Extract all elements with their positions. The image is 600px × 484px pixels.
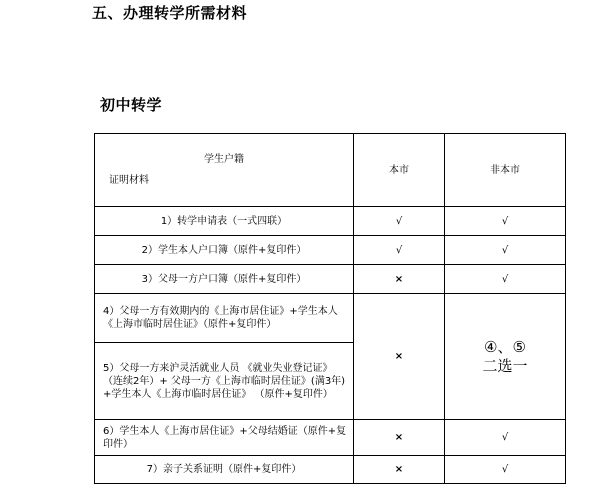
table-row [95, 207, 566, 236]
item-cell: 5）父母一方来沪灵活就业人员 《就业失业登记证》（连续2年）+ 父母一方《上海市临时居住证》(满3年) +学生本人《上海市临时居住证》 （原件+复印件） [95, 343, 354, 420]
item-cell: 7）亲子关系证明（原件+复印件） [95, 456, 354, 484]
table-row [95, 265, 566, 294]
non-local-mark: √ [445, 420, 566, 456]
local-mark: × [354, 420, 445, 456]
item-cell: 1）转学申请表（一式四联） [95, 207, 354, 236]
item-cell: 4）父母一方有效期内的《上海市居住证》+学生本人《上海市临时居住证》（原件+复印件） [95, 294, 354, 343]
table-row [95, 456, 566, 484]
item-cell: 3）父母一方户口簿（原件+复印件） [95, 265, 354, 294]
non-local-mark: √ [445, 456, 566, 484]
merged-local-mark: × [354, 294, 445, 420]
header-local: 本市 [354, 134, 445, 207]
local-mark: × [354, 456, 445, 484]
local-mark: √ [354, 207, 445, 236]
header-row-label: 学生户籍 [204, 154, 244, 165]
local-mark: × [354, 265, 445, 294]
header-col-label: 证明材料 [109, 175, 149, 186]
item-cell: 6）学生本人《上海市居住证》+父母结婚证（原件+复印件） [95, 420, 354, 456]
header-corner-cell [95, 134, 354, 207]
table-header-row [95, 134, 566, 207]
non-local-mark: √ [445, 236, 566, 265]
materials-table [94, 133, 566, 484]
header-non-local: 非本市 [445, 134, 566, 207]
merged-either-or-cell [445, 294, 566, 420]
non-local-mark: √ [445, 207, 566, 236]
sub-title: 初中转学 [100, 96, 163, 114]
non-local-mark: √ [445, 265, 566, 294]
item-cell: 2）学生本人户口簿（原件+复印件） [95, 236, 354, 265]
table-row [95, 294, 566, 343]
table-row [95, 420, 566, 456]
either-or-numbers: ④、⑤ [484, 337, 526, 356]
table-row [95, 236, 566, 265]
section-title: 五、办理转学所需材料 [92, 4, 248, 22]
either-or-label: 二选一 [482, 356, 528, 375]
local-mark: √ [354, 236, 445, 265]
